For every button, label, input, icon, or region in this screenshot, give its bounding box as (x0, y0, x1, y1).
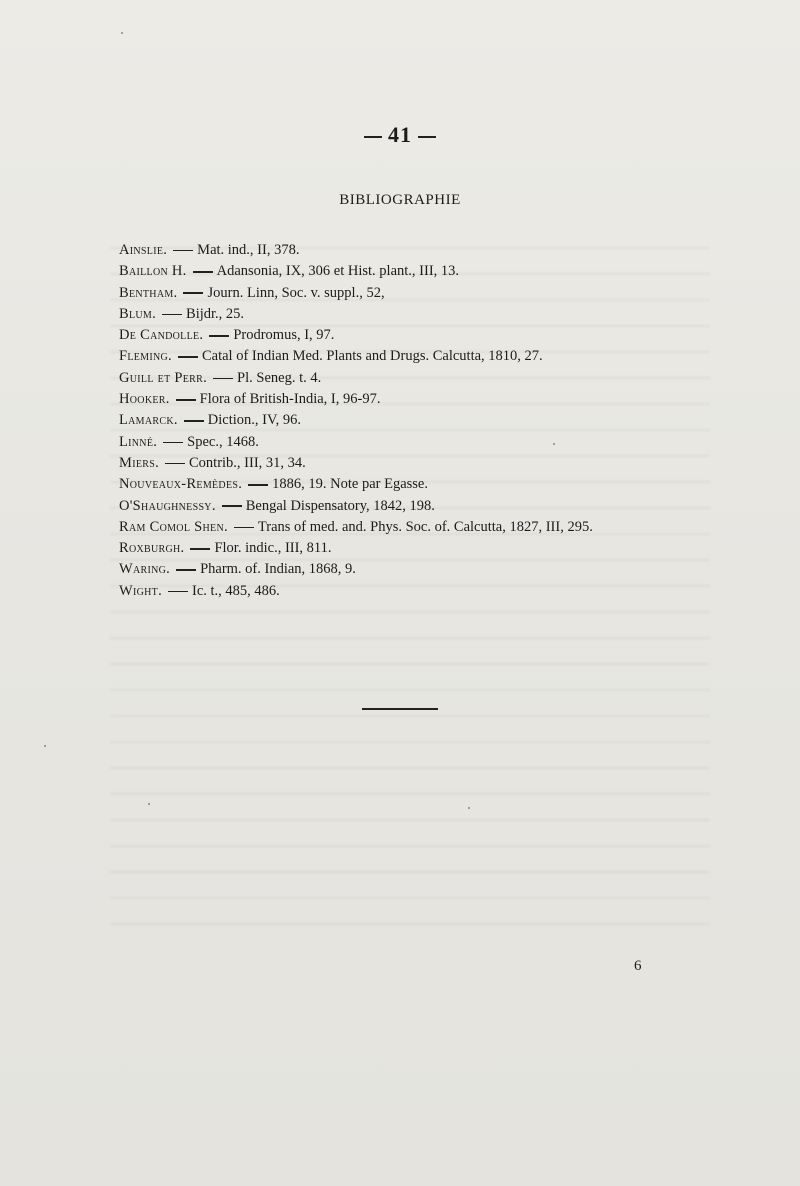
entry-author: Blum. (119, 305, 157, 322)
entry-reference: Pharm. of. Indian, 1868, 9. (200, 561, 356, 578)
paper-speck (468, 807, 470, 809)
entry-dash (234, 527, 254, 529)
entry-author: Guill et Perr. (119, 369, 208, 386)
section-end-rule (362, 708, 438, 710)
entry-reference: Trans of med. and. Phys. Soc. of. Calcutta, 1827, III, 295. (257, 518, 593, 535)
entry-author: Baillon H. (119, 263, 187, 280)
page-number-dash-left (364, 136, 382, 138)
entry-reference: Spec., 1468. (187, 433, 259, 450)
entry-reference: Ic. t., 485, 486. (192, 582, 280, 599)
paper-speck (121, 32, 123, 34)
bibliography-entry (119, 538, 759, 559)
entry-reference: Flor. indic., III, 811. (214, 540, 332, 557)
entry-dash (193, 271, 213, 273)
entry-author: Ram Comol Shen. (119, 518, 228, 535)
page-number (0, 122, 800, 148)
entry-dash (162, 314, 182, 316)
bibliography-entry (119, 410, 759, 431)
bibliography-entry (119, 325, 759, 346)
entry-dash (184, 420, 204, 422)
entry-reference: Adansonia, IX, 306 et Hist. plant., III, 13. (216, 263, 460, 280)
entry-author: Ainslie. (119, 242, 168, 258)
section-title: BIBLIOGRAPHIE (339, 192, 461, 208)
entry-dash (163, 442, 183, 444)
entry-dash (190, 548, 210, 550)
page-number-value: 41 (388, 122, 412, 147)
entry-dash (213, 378, 233, 380)
entry-reference: Contrib., III, 31, 34. (189, 454, 306, 471)
entry-dash (209, 335, 229, 337)
entry-author: Linné. (119, 433, 158, 450)
page-number-dash-right (418, 136, 436, 138)
entry-author: Fleming. (119, 348, 172, 365)
entry-dash (173, 250, 193, 252)
entry-dash (176, 569, 196, 571)
bibliography-entry (119, 283, 759, 304)
entry-author: Hooker. (119, 391, 170, 408)
entry-reference: Mat. ind., II, 378. (197, 242, 300, 258)
entry-reference: Journ. Linn, Soc. v. suppl., 52, (207, 284, 385, 301)
entry-dash (176, 399, 196, 401)
entry-author: Nouveaux-Remèdes. (119, 476, 243, 493)
paper-speck (148, 803, 150, 805)
bibliography-list (119, 240, 759, 602)
entry-reference: Bengal Dispensatory, 1842, 198. (245, 497, 435, 514)
bibliography-entry (119, 581, 759, 602)
entry-author: Lamarck. (119, 412, 178, 429)
entry-reference: Flora of British-India, I, 96-97. (199, 391, 381, 408)
signature-mark: 6 (634, 958, 642, 974)
entry-author: O'Shaughnessy. (119, 497, 216, 514)
bibliography-entry (119, 240, 759, 261)
entry-dash (168, 591, 188, 593)
entry-dash (183, 292, 203, 294)
entry-author: Waring. (119, 561, 171, 578)
entry-dash (248, 484, 268, 486)
entry-dash (178, 356, 198, 358)
entry-reference: Prodromus, I, 97. (233, 327, 335, 344)
entry-reference: Diction., IV, 96. (207, 412, 301, 429)
entry-reference: Pl. Seneg. t. 4. (237, 369, 322, 386)
entry-reference: Catal of Indian Med. Plants and Drugs. Calcutta, 1810, 27. (201, 348, 543, 365)
entry-reference: Bijdr., 25. (186, 305, 245, 322)
entry-reference: 1886, 19. Note par Egasse. (272, 476, 428, 493)
paper-speck (44, 745, 46, 747)
bibliography-entry (119, 517, 759, 538)
bibliography-entry (119, 496, 759, 517)
entry-author: Roxburgh. (119, 540, 185, 557)
bibliography-entry (119, 432, 759, 453)
bibliography-entry (119, 474, 759, 495)
entry-author: Miers. (119, 454, 159, 471)
entry-author: Bentham. (119, 284, 178, 301)
bibliography-entry (119, 261, 759, 282)
bibliography-entry (119, 389, 759, 410)
bibliography-entry (119, 559, 759, 580)
entry-author: De Candolle. (119, 327, 204, 344)
entry-dash (165, 463, 185, 465)
entry-author: Wight. (119, 582, 162, 599)
bibliography-entry (119, 453, 759, 474)
entry-dash (222, 505, 242, 507)
paper-speck (553, 443, 555, 445)
bibliography-entry (119, 346, 759, 367)
bibliography-entry (119, 304, 759, 325)
bibliography-entry (119, 368, 759, 389)
